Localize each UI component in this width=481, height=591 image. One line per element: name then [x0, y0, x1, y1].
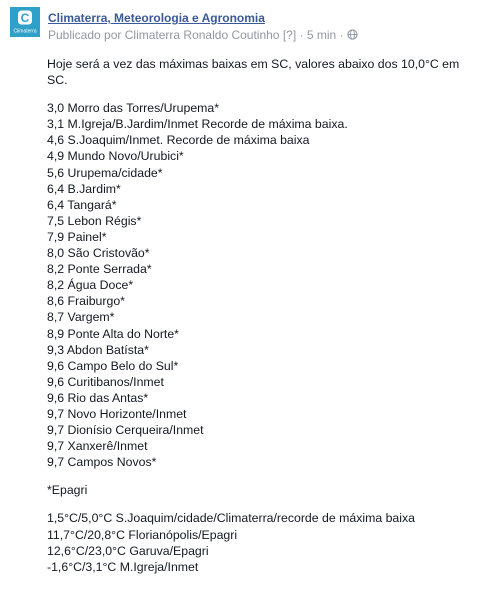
reading-location: Tangará*: [67, 197, 117, 212]
reading-temperature: 8,7: [47, 310, 65, 325]
reading-row: [47, 438, 471, 454]
globe-icon: [347, 29, 358, 40]
reading-location: Ponte Serrada*: [67, 262, 152, 277]
reading-location: Rio das Antas*: [67, 390, 149, 405]
reading-temperature: 7,9: [47, 229, 65, 244]
logo-text: Climaterra: [13, 28, 37, 35]
reading-location: Ponte Alta do Norte*: [67, 326, 179, 341]
readings-list: [47, 100, 471, 470]
reading-row: [47, 148, 471, 164]
record-row: [47, 559, 471, 575]
reading-row: [47, 197, 471, 213]
reading-location: Fraiburgo*: [67, 294, 125, 309]
reading-temperature: 9,7: [47, 455, 65, 470]
reading-location: Dionísio Cerqueira/Inmet: [67, 423, 204, 438]
record-row: [47, 510, 471, 526]
reading-temperature: 9,6: [47, 390, 65, 405]
reading-temperature: 8,2: [47, 262, 65, 277]
reading-row: [47, 181, 471, 197]
reading-row: [47, 245, 471, 261]
post-body: [47, 56, 471, 587]
reading-temperature: 9,7: [47, 423, 65, 438]
reading-location: B.Jardim*: [67, 181, 121, 196]
reading-location: Campos Novos*: [67, 455, 157, 470]
help-link[interactable]: [?]: [282, 28, 297, 42]
reading-temperature: 4,6: [47, 133, 65, 148]
footnote: *Epagri: [47, 483, 88, 498]
reading-row: [47, 422, 471, 438]
record-min-max: 11,7°C/20,8°C: [47, 527, 125, 542]
reading-row: [47, 374, 471, 390]
record-location: M.Igreja/Inmet: [119, 559, 199, 574]
reading-location: Novo Horizonte/Inmet: [67, 406, 187, 421]
reading-row: [47, 213, 471, 229]
reading-temperature: 6,4: [47, 181, 65, 196]
page-name-link[interactable]: Climaterra, Meteorologia e Agronomia: [48, 11, 265, 25]
record-min-max: 12,6°C/23,0°C: [47, 543, 126, 558]
reading-row: [47, 165, 471, 181]
climaterra-logo-icon: [10, 7, 40, 37]
reading-location: Xanxerê/Inmet: [67, 439, 148, 454]
reading-temperature: 7,5: [47, 213, 65, 228]
reading-row: [47, 116, 471, 132]
reading-temperature: 5,6: [47, 165, 65, 180]
reading-location: Curitibanos/Inmet: [67, 374, 164, 389]
record-min-max: -1,6°C/3,1°C: [47, 559, 117, 574]
reading-row: [47, 229, 471, 245]
reading-row: [47, 406, 471, 422]
reading-temperature: 9,6: [47, 358, 65, 373]
reading-row: [47, 132, 471, 148]
reading-location: Lebon Régis*: [67, 213, 142, 228]
reading-row: [47, 293, 471, 309]
reading-temperature: 8,9: [47, 326, 65, 341]
reading-row: [47, 261, 471, 277]
record-location: S.Joaquim/cidade/Climaterra/recorde de máxima baixa: [115, 511, 415, 526]
reading-temperature: 9,7: [47, 406, 65, 421]
reading-row: [47, 390, 471, 406]
reading-temperature: 8,2: [47, 278, 65, 293]
reading-row: [47, 358, 471, 374]
records-list: [47, 510, 471, 574]
timestamp-link[interactable]: 5 min: [306, 28, 337, 42]
reading-location: Morro das Torres/Urupema*: [67, 101, 220, 116]
reading-row: [47, 277, 471, 293]
reading-temperature: 6,4: [47, 197, 65, 212]
reading-row: [47, 309, 471, 325]
reading-location: Abdon Batísta*: [66, 342, 149, 357]
record-row: [47, 543, 471, 559]
author-link[interactable]: Climaterra Ronaldo Coutinho: [124, 28, 280, 42]
record-min-max: 1,5°C/5,0°C: [47, 511, 113, 526]
reading-row: [47, 326, 471, 342]
reading-location: São Cristovão*: [67, 246, 150, 261]
meta-separator: ·: [299, 28, 304, 42]
record-location: Garuva/Epagri: [129, 543, 209, 558]
reading-temperature: 9,7: [47, 439, 65, 454]
published-by-label: Publicado por: [48, 28, 122, 42]
meta-separator: ·: [339, 28, 344, 42]
reading-temperature: 4,9: [47, 149, 65, 164]
logo-letter: C: [20, 11, 30, 25]
reading-location: Painel*: [67, 229, 107, 244]
post-intro: Hoje será a vez das máximas baixas em SC, valores abaixo dos 10,0°C em SC.: [47, 57, 460, 88]
reading-temperature: 9,3: [47, 342, 65, 357]
reading-location: Urupema/cidade*: [67, 165, 163, 180]
record-location: Florianópolis/Epagri: [128, 527, 238, 542]
reading-location: Água Doce*: [67, 278, 134, 293]
reading-location: Vargem*: [67, 310, 115, 325]
reading-location: Mundo Novo/Urubici*: [67, 149, 184, 164]
reading-location: M.Igreja/B.Jardim/Inmet Recorde de máxima baixa.: [67, 117, 348, 132]
reading-row: [47, 100, 471, 116]
post-meta: [48, 28, 358, 43]
reading-temperature: 3,1: [47, 117, 65, 132]
reading-row: [47, 342, 471, 358]
reading-location: Campo Belo do Sul*: [67, 358, 179, 373]
page-avatar[interactable]: [10, 7, 40, 37]
record-row: [47, 527, 471, 543]
reading-location: S.Joaquim/Inmet. Recorde de máxima baixa: [67, 133, 310, 148]
reading-temperature: 3,0: [47, 101, 65, 116]
reading-temperature: 8,6: [47, 294, 65, 309]
reading-row: [47, 454, 471, 470]
reading-temperature: 8,0: [47, 246, 65, 261]
reading-temperature: 9,6: [47, 374, 65, 389]
